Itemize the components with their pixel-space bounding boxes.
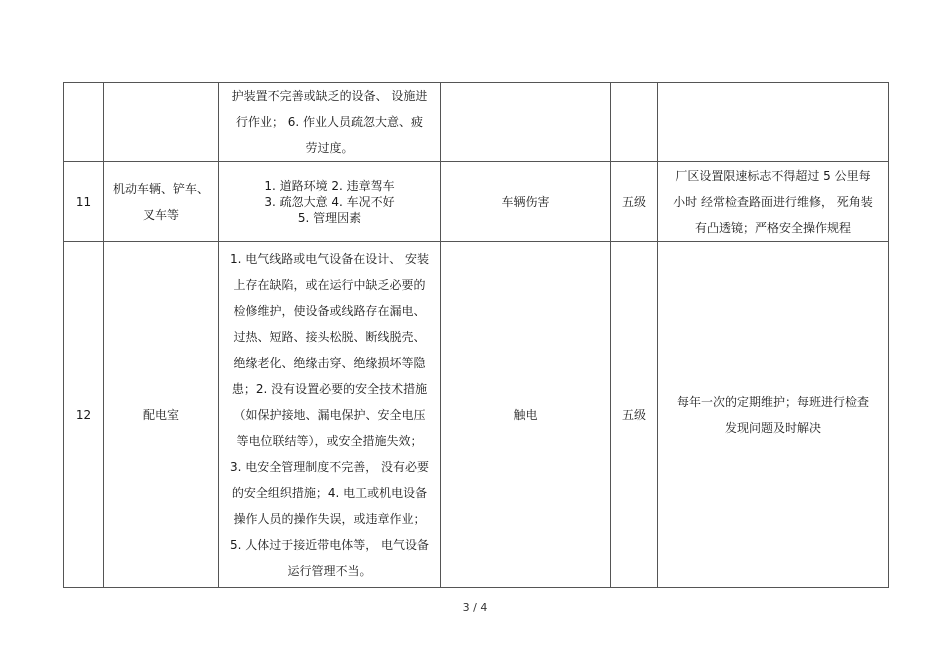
row-number: 12 — [64, 242, 104, 588]
location-cell: 机动车辆、铲车、 叉车等 — [104, 162, 219, 242]
measures-cell — [658, 83, 889, 162]
hazard-table — [63, 82, 889, 588]
measures-cell: 厂区设置限速标志不得超过 5 公里每 小时 经常检查路面进行维修， 死角装 有凸透镜；严格安全操作规程 — [658, 162, 889, 242]
causes-cell: 1. 道路环境 2. 违章驾车 3. 疏忽大意 4. 车况不好 5. 管理因素 — [219, 162, 441, 242]
measures-cell: 每年一次的定期维护；每班进行检查 发现问题及时解决 — [658, 242, 889, 588]
table-row — [64, 242, 889, 588]
location-cell — [104, 83, 219, 162]
hazard-cell — [441, 83, 611, 162]
location-cell: 配电室 — [104, 242, 219, 588]
table-row — [64, 83, 889, 162]
row-number — [64, 83, 104, 162]
hazard-cell: 触电 — [441, 242, 611, 588]
causes-cell: 1. 电气线路或电气设备在设计、 安装 上存在缺陷，或在运行中缺乏必要的 检修维护，使设备或线路存在漏电、 过热、短路、接头松脱、断线脱壳、 绝缘老化、绝缘击穿、绝缘损坏等隐 患；2. 没有设置必要的安全技术措施 （如保护接地、漏电保护、安全电压 等电位联结等），或安全措施失效； 3. 电安全管理制度不完善， 没有必要 的安全组织措施；4. 电工或机电设备 操作人员的操作失误，或违章作业； 5. 人体过于接近带电体等， 电气设备 运行管理不当。 — [219, 242, 441, 588]
level-cell — [611, 83, 658, 162]
causes-cell: 护装置不完善或缺乏的设备、 设施进 行作业； 6. 作业人员疏忽大意、疲 劳过度。 — [219, 83, 441, 162]
hazard-cell: 车辆伤害 — [441, 162, 611, 242]
row-number: 11 — [64, 162, 104, 242]
table-row — [64, 162, 889, 242]
page-number: 3 / 4 — [462, 601, 488, 614]
level-cell: 五级 — [611, 162, 658, 242]
level-cell: 五级 — [611, 242, 658, 588]
